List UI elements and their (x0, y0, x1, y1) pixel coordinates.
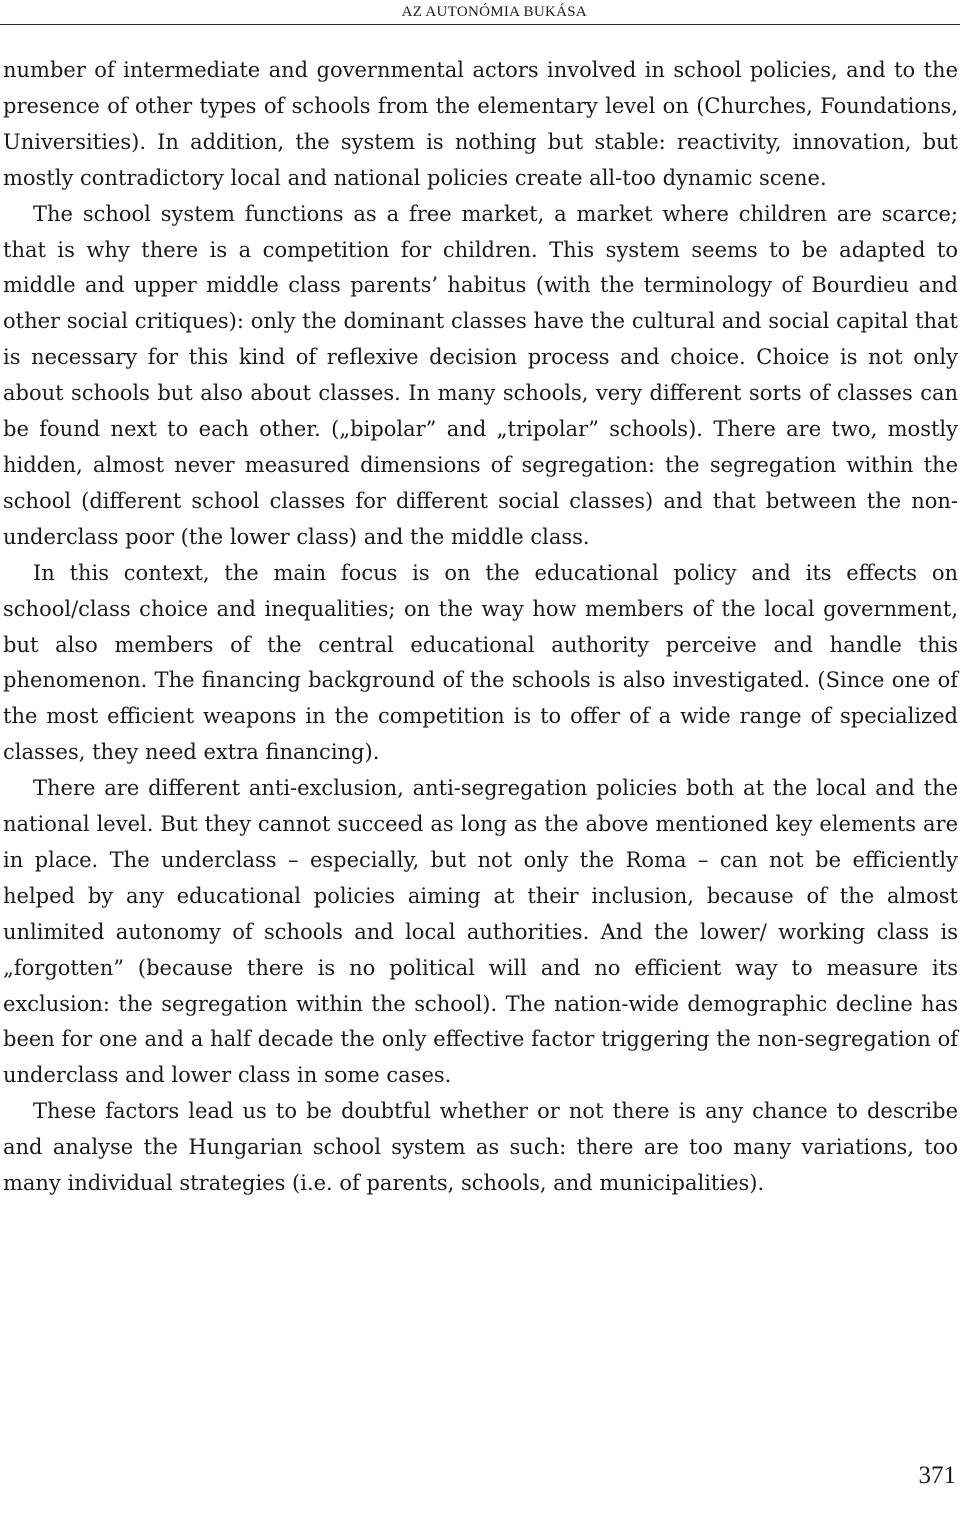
running-header (0, 0, 960, 25)
running-header-title: AZ AUTONÓMIA BUKÁSA (401, 4, 587, 20)
paragraph-conclusion: These factors lead us to be doubtful whether or not there is any chance to describe and analyse the Hungarian school system as such: there are too many variations, too many individual strategies (i.e. of parents, schools, and municipalities). (3, 1099, 958, 1196)
paragraph-continued: number of intermediate and governmental actors involved in school policies, and to the presence of other types of schools from the elementary level on (Churches, Foundations, Universities). In addition, the system is nothing but stable: reactivity, innovation, but mostly contradictory local and national policies create all-too dynamic scene. (3, 58, 958, 190)
paragraph-anti-exclusion: There are different anti-exclusion, anti-segregation policies both at the local and the national level. But they cannot succeed as long as the above mentioned key elements are in place. The underclass – especially, but not only the Roma – can not be efficiently helped by any educational policies aiming at their inclusion, because of the almost unlimited autonomy of schools and local authorities. And the lower/ working class is „forgotten” (because there is no political will and no efficient way to measure its exclusion: the segregation within the school). The nation-wide demographic decline has been for one and a half decade the only effective factor triggering the non-segregation of underclass and lower class in some cases. (3, 776, 958, 1088)
page-number: 371 (918, 1462, 956, 1489)
body-text (3, 53, 958, 1202)
paragraph-context: In this context, the main focus is on the educational policy and its effects on school/class choice and inequalities; on the way how members of the local government, but also members of the central educational authority perceive and handle this phenomenon. The financing background of the schools is also investigated. (Since one of the most efficient weapons in the competition is to offer of a wide range of specialized classes, they need extra financing). (3, 560, 958, 765)
paragraph-free-market: The school system functions as a free market, a market where children are scarce; that is why there is a competition for children. This system seems to be adapted to middle and upper middle class parents’ habitus (with the terminology of Bourdieu and other social critiques): only the dominant classes have the cultural and social capital that is necessary for this kind of reflexive decision process and choice. Choice is not only about schools but also about classes. In many schools, very different sorts of classes can be found next to each other. („bipolar” and „tripolar” schools). There are two, mostly hidden, almost never measured dimensions of segregation: the segregation within the school (different school classes for different social classes) and that between the non-underclass poor (the lower class) and the middle class. (3, 201, 958, 549)
